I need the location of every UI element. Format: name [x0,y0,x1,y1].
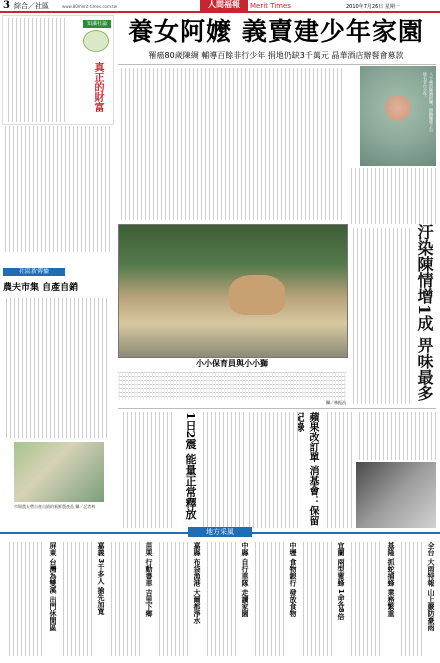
local-headline-9: 屏東 台灣為雙溪 出門休閒區 [49,542,57,631]
leaf-icon [83,30,109,52]
editorial-block [2,15,114,125]
pollution-headline: 汙染陳情增1成 畀味最多 [415,224,434,401]
local-headline-5: 中縣 自行車隊 走讀家園 [241,542,249,617]
header-rule [0,11,440,13]
local-body-4 [252,542,284,656]
editorial-body [5,18,65,122]
local-body-5 [204,542,236,656]
apple-body-right [324,412,354,528]
local-news-grid [2,538,438,660]
community-body [3,298,109,438]
main-headline: 養女阿嬤 義賣建少年家園 [128,17,424,46]
local-body-1 [398,542,422,656]
main-body-right [348,168,436,224]
issue-date: 2010年7月26日 星期一 [346,4,400,10]
page-number: 3 [3,0,10,11]
apple-photo [356,462,436,528]
community-box-title: 社區新傳播 [3,268,65,276]
quake-headline: 1日2震 能量正常釋放 [184,412,197,520]
market-photo [14,442,104,502]
lion-cub-photo [118,224,348,358]
apple-body-top [356,412,436,460]
local-body-6 [156,542,188,656]
grandma-photo-caption: 八十歲的陳綢阿嬤，照顧輔導了百餘名非行少年。 [423,72,434,132]
section-name: 綜合／社區 [14,2,49,10]
lion-photo-caption: 小小保育員與小小獅 [196,359,268,368]
pollution-body [350,228,412,404]
local-headline-4: 中壢 食物銀行 發放食物 [289,542,297,617]
subhead-rule [118,64,436,65]
lion-cub-shape [229,275,285,315]
mid-rule [118,408,436,409]
masthead-logo: 人間福報 [200,0,248,11]
masthead-en: Merit Times [250,2,291,10]
editorial-continued [2,126,112,252]
local-body-2 [348,542,382,656]
local-body-8 [60,542,92,656]
local-headline-6: 嘉縣 布袋漁港 大爾都淨水 [193,542,201,624]
main-body-text [118,68,344,220]
local-body-7 [108,542,140,656]
site-url: www.80merit-times.com.tw [62,4,117,9]
local-headline-3: 宜蘭 兩型蜜蜂 1命各8倍 [337,542,345,620]
local-headline-8: 嘉義 3千多人 搶先加寬 [97,542,105,615]
local-body-9 [6,542,44,656]
apple-body-left [246,412,298,528]
community-headline: 農夫市集 自產自銷 [3,283,79,293]
lion-photo-credit: 攝／林振昌 [326,400,346,405]
main-subhead: 罹癌80歲陳綢 輔導百餘非行少年 捐地仍缺3千萬元 晶華酒店辦餐會募款 [148,51,404,60]
quake-body-left [120,412,174,528]
market-photo-caption: 市場農夫帶自產自銷的新鮮農產品 攝／記者林 [14,504,96,509]
local-box-title: 地方采風 [188,527,252,537]
quake-body-right [200,412,244,528]
apple-headline: 蘋果改訂單 消基會：保留 [307,412,318,526]
editorial-title: 真正的財富 [92,62,103,112]
local-headline-1: 全台 大雨特報 山上嚴防豪雨 [427,542,435,631]
editorial-badge: 知識社論 [83,20,111,28]
local-body-3 [300,542,332,656]
local-headline-2: 基隆 抓蛇捕蜂 業務繁重 [387,542,395,617]
lion-photo-body [118,372,346,400]
local-headline-7: 苗栗 行動書車 吉里下鄉 [145,542,153,617]
